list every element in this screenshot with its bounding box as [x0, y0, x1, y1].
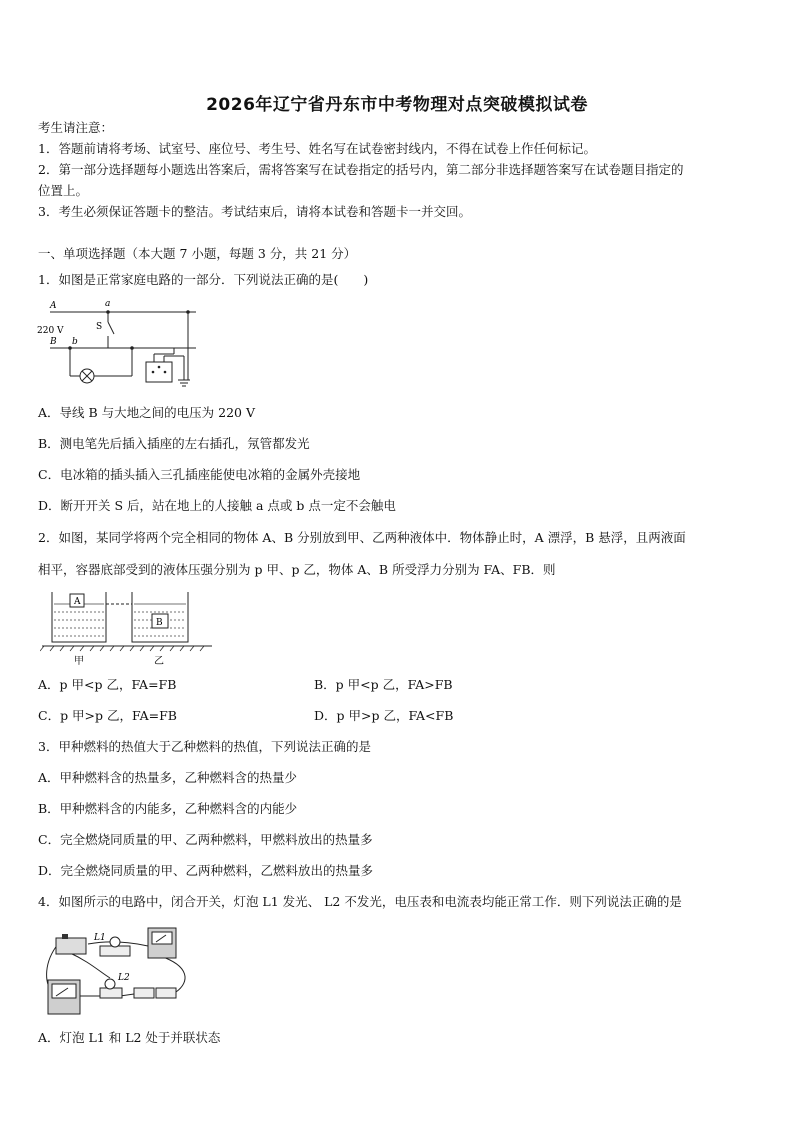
q2-option-d: D．p 甲>p 乙，FA<FB: [314, 708, 454, 723]
point-a-label: a: [105, 299, 111, 309]
container-yi-label: 乙: [154, 656, 164, 667]
q4-circuit-photo-figure: [40, 922, 210, 1018]
object-b-label: B: [156, 618, 163, 628]
notice-item: 1．答题前请将考场、试室号、座位号、考生号、姓名写在试卷密封线内，不得在试卷上作任何标记。: [38, 141, 596, 156]
wire-a-label: A: [50, 301, 57, 311]
notice-item: 2．第一部分选择题每小题选出答案后，需将答案写在试卷指定的括号内，第二部分非选择题答案写在试卷题目指定的: [38, 162, 684, 177]
notice-item: 位置上。: [38, 183, 89, 198]
lamp-l2-label: L2: [118, 973, 130, 983]
q3-option-c: C．完全燃烧同质量的甲、乙两种燃料，甲燃料放出的热量多: [38, 832, 373, 847]
notice-item: 3．考生必须保证答题卡的整洁。考试结束后，请将本试卷和答题卡一并交回。: [38, 204, 471, 219]
section-heading: 一、单项选择题（本大题 7 小题，每题 3 分，共 21 分）: [38, 246, 357, 261]
page-title: 2026年辽宁省丹东市中考物理对点突破模拟试卷: [206, 95, 588, 115]
point-b-label: b: [72, 337, 78, 347]
q1-option-b: B．测电笔先后插入插座的左右插孔，氖管都发光: [38, 436, 310, 451]
q2-option-b: B．p 甲<p 乙，FA>FB: [314, 677, 453, 692]
q2-option-a: A．p 甲<p 乙，FA=FB: [38, 677, 177, 692]
question-2-stem-line-1: 2．如图，某同学将两个完全相同的物体 A、B 分别放到甲、乙两种液体中．物体静止时，A 漂浮，B 悬浮，且两液面: [38, 530, 686, 545]
q2-liquid-containers-figure: [40, 590, 220, 668]
q1-option-c: C．电冰箱的插头插入三孔插座能使电冰箱的金属外壳接地: [38, 467, 361, 482]
wire-b-label: B: [50, 337, 57, 347]
q1-option-a: A．导线 B 与大地之间的电压为 220 V: [38, 405, 255, 420]
question-1-stem: 1．如图是正常家庭电路的一部分．下列说法正确的是( ): [38, 272, 369, 287]
voltage-label: 220 V: [37, 326, 64, 336]
lamp-l1-label: L1: [94, 933, 106, 943]
q2-option-c: C．p 甲>p 乙，FA=FB: [38, 708, 177, 723]
container-jia-label: 甲: [74, 656, 84, 667]
q3-option-a: A．甲种燃料含的热量多，乙种燃料含的热量少: [38, 770, 298, 785]
question-4-stem: 4．如图所示的电路中，闭合开关，灯泡 L1 发光、 L2 不发光，电压表和电流表均能正常工作．则下列说法正确的是: [38, 894, 682, 909]
question-3-stem: 3．甲种燃料的热值大于乙种燃料的热值，下列说法正确的是: [38, 739, 371, 754]
notice-heading: 考生请注意：: [38, 120, 114, 135]
q4-option-a: A．灯泡 L1 和 L2 处于并联状态: [38, 1030, 221, 1045]
q1-option-d: D．断开开关 S 后，站在地上的人接触 a 点或 b 点一定不会触电: [38, 498, 396, 513]
switch-label: S: [96, 322, 103, 332]
question-2-stem-line-2: 相平，容器底部受到的液体压强分别为 p 甲、p 乙，物体 A、B 所受浮力分别为 FA、FB．则: [38, 562, 556, 577]
object-a-label: A: [74, 597, 81, 607]
q3-option-b: B．甲种燃料含的内能多，乙种燃料含的内能少: [38, 801, 298, 816]
q3-option-d: D．完全燃烧同质量的甲、乙两种燃料，乙燃料放出的热量多: [38, 863, 374, 878]
q1-household-circuit-figure: [34, 296, 204, 396]
